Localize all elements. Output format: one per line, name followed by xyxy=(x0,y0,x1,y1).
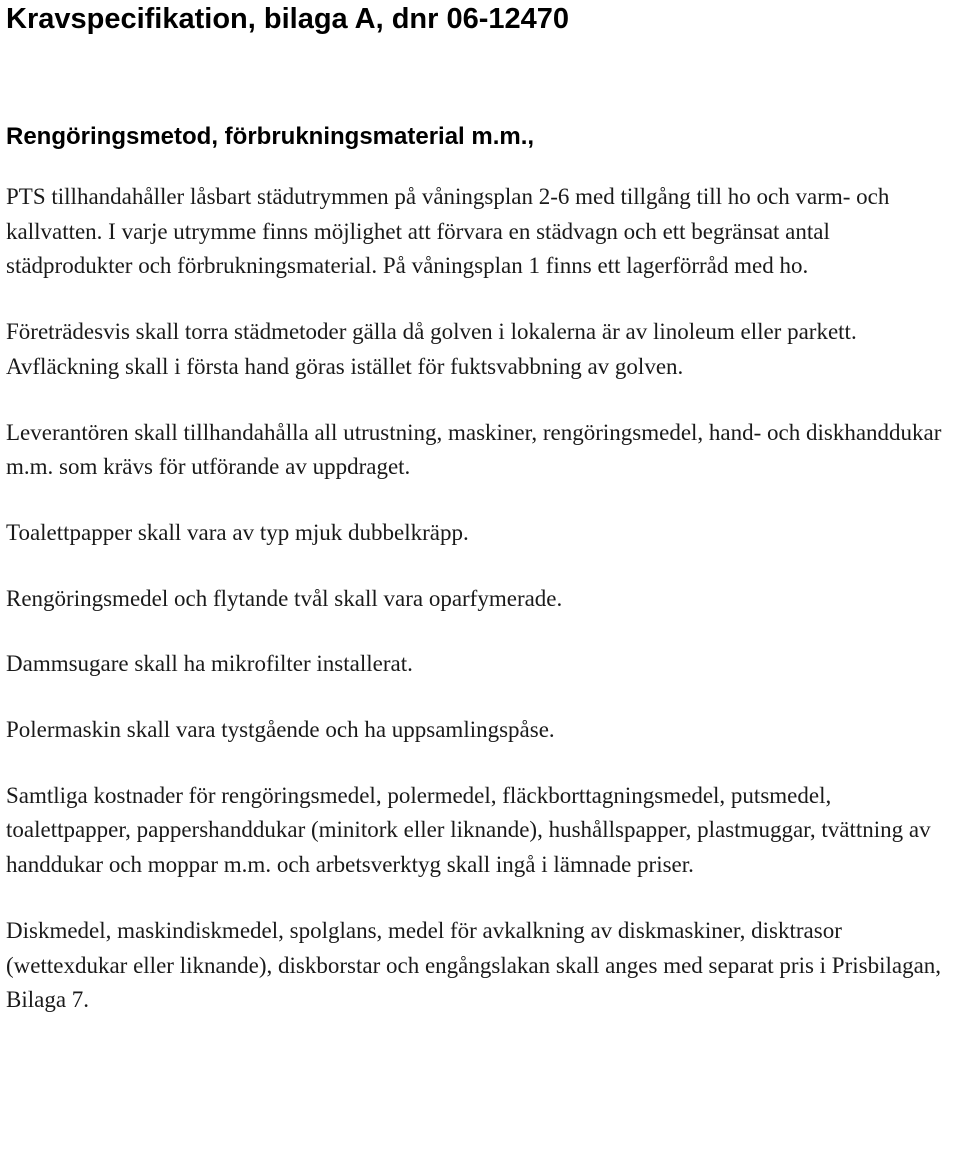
paragraph-cleaning-methods: Företrädesvis skall torra städmetoder gälla då golven i lokalerna är av linoleum eller parkett. Avfläckning skall i första hand göras istället för fuktsvabbning av golven. xyxy=(6,319,857,379)
paragraph-unscented-products: Rengöringsmedel och flytande tvål skall vara oparfymerade. xyxy=(6,585,563,611)
paragraph-included-costs: Samtliga kostnader för rengöringsmedel, polermedel, fläckborttagningsmedel, putsmedel, toalettpapper, pappershanddukar (minitork eller liknande), hushållspapper, plastmuggar, tvättning av handdukar och moppar m.m. och arbetsverktyg skall ingå i lämnade priser. xyxy=(6,782,931,878)
paragraph-vacuum-filter: Dammsugare skall ha mikrofilter installerat. xyxy=(6,651,413,677)
paragraph-supplier-equipment: Leverantören skall tillhandahålla all utrustning, maskiner, rengöringsmedel, hand- och diskhanddukar m.m. som krävs för utförande av uppdraget. xyxy=(6,419,942,480)
paragraph-toilet-paper: Toalettpapper skall vara av typ mjuk dubbelkräpp. xyxy=(6,519,469,545)
document-page xyxy=(6,0,954,1018)
document-title: Kravspecifikation, bilaga A, dnr 06-12470 xyxy=(6,3,570,35)
paragraph-separate-pricing: Diskmedel, maskindiskmedel, spolglans, medel för avkalkning av diskmaskiner, disktrasor (wettexdukar eller liknande), diskborstar och engångslakan skall anges med separat pris i Prisbilagan, Bilaga 7. xyxy=(6,917,942,1013)
paragraph-storage-rooms: PTS tillhandahåller låsbart städutrymmen på våningsplan 2-6 med tillgång till ho och varm- och kallvatten. I varje utrymme finns möjlighet att förvara en städvagn och ett begränsat antal städprodukter och förbrukningsmaterial. På våningsplan 1 finns ett lagerförråd med ho. xyxy=(6,184,890,279)
paragraph-polishing-machine: Polermaskin skall vara tystgående och ha uppsamlingspåse. xyxy=(6,717,555,743)
section-heading: Rengöringsmetod, förbrukningsmaterial m.m., xyxy=(6,123,535,150)
